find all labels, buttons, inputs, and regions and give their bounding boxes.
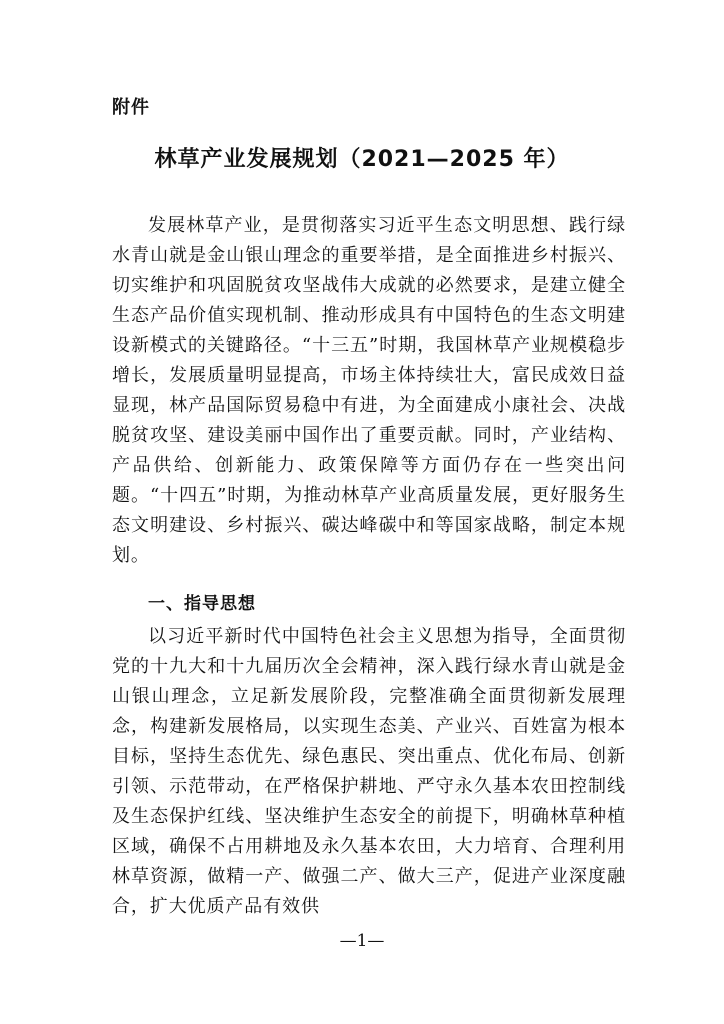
- section-heading: 一、指导思想: [148, 594, 256, 614]
- document-title: 林草产业发展规划（2021—2025 年）: [154, 147, 570, 172]
- guiding-ideology-paragraph-block: [112, 622, 626, 922]
- attachment-label: 附件: [112, 97, 150, 118]
- intro-paragraph-block: [112, 211, 626, 571]
- intro-paragraph: 发展林草产业，是贯彻落实习近平生态文明思想、践行绿水青山就是金山银山理念的重要举措，是全面推进乡村振兴、切实维护和巩固脱贫攻坚战伟大成就的必然要求，是建立健全生态产品价值实现机制、推动形成具有中国特色的生态文明建设新模式的关键路径。“十三五”时期，我国林草产业规模稳步增长，发展质量明显提高，市场主体持续壮大，富民成效日益显现，林产品国际贸易稳中有进，为全面建成小康社会、决战脱贫攻坚、建设美丽中国作出了重要贡献。同时，产业结构、产品供给、创新能力、政策保障等方面仍存在一些突出问题。“十四五”时期，为推动林草产业高质量发展，更好服务生态文明建设、乡村振兴、碳达峰碳中和等国家战略，制定本规划。: [112, 215, 626, 566]
- page-number: —1—: [339, 931, 385, 951]
- guiding-ideology-paragraph: 以习近平新时代中国特色社会主义思想为指导，全面贯彻党的十九大和十九届历次全会精神，深入践行绿水青山就是金山银山理念，立足新发展阶段，完整准确全面贯彻新发展理念，构建新发展格局，以实现生态美、产业兴、百姓富为根本目标，坚持生态优先、绿色惠民、突出重点、优化布局、创新引领、示范带动，在严格保护耕地、严守永久基本农田控制线及生态保护红线、坚决维护生态安全的前提下，明确林草种植区域，确保不占用耕地及永久基本农田，大力培育、合理利用林草资源，做精一产、做强二产、做大三产，促进产业深度融合，扩大优质产品有效供: [112, 626, 626, 917]
